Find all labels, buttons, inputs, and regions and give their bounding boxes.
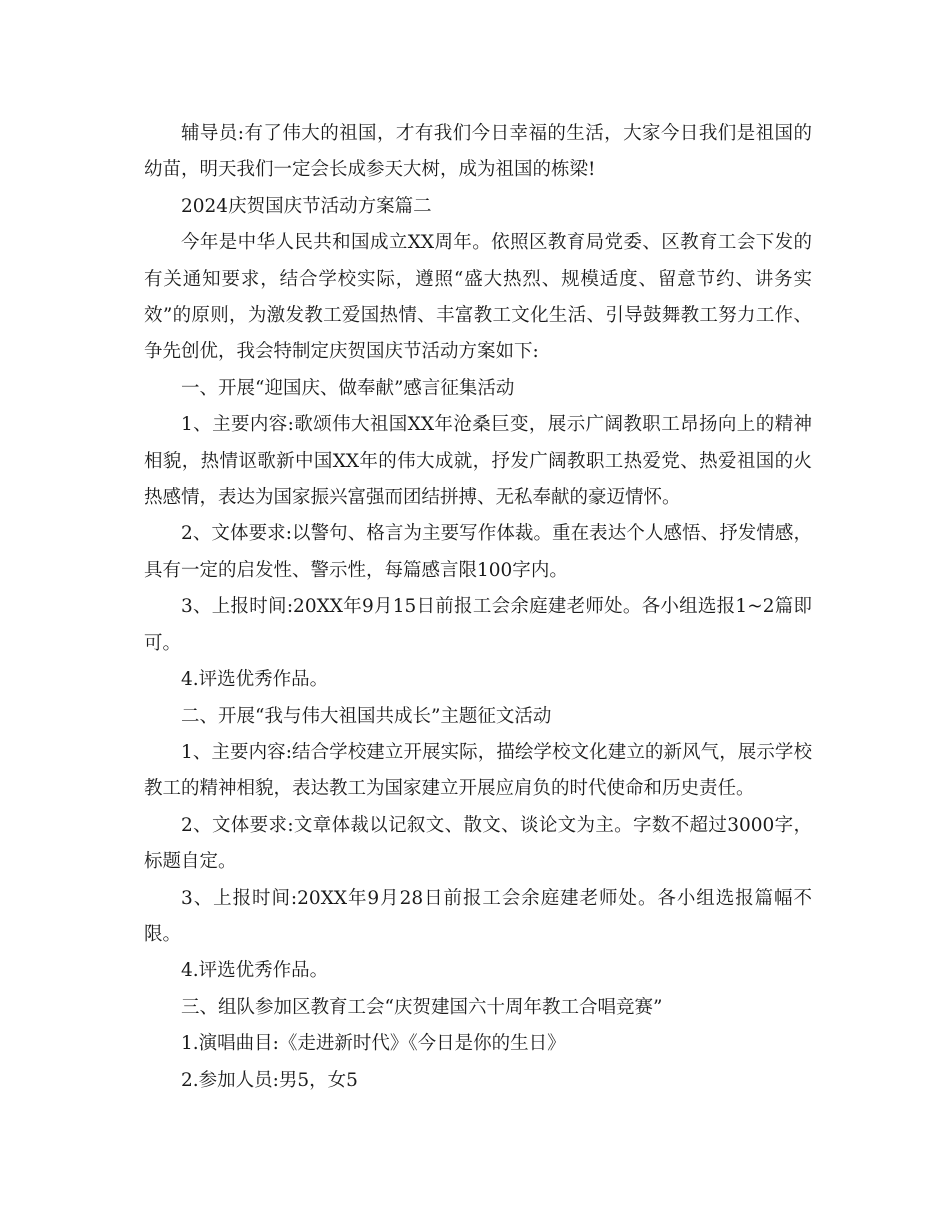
paragraph-activity-two-selection: 4.评选优秀作品。 <box>181 960 329 982</box>
paragraph-activity-three-songs: 1.演唱曲目:《走进新时代》《今日是你的生日》 <box>181 1033 566 1055</box>
heading-activity-one: 一、开展“迎国庆、做奉献”感言征集活动 <box>181 377 515 399</box>
paragraph-activity-one-selection: 4.评选优秀作品。 <box>181 669 329 691</box>
paragraph-intro: 今年是中华人民共和国成立XX周年。依照区教育局党委、区教育工会下发的有关通知要求，结合学校实际，遵照“盛大热烈、规模适度、留意节约、讲务实效”的原则，为激发教工爱国热情、丰富教工文化生活、引导鼓舞教工努力工作、争先创优，我会特制定庆贺国庆节活动方案如下: <box>144 232 812 363</box>
paragraph-activity-two-content: 1、主要内容:结合学校建立开展实际，描绘学校文化建立的新风气，展示学校教工的精神相貌，表达教工为国家建立开展应肩负的时代使命和历史责任。 <box>144 741 812 800</box>
paragraph-activity-two-style: 2、文体要求:文章体裁以记叙文、散文、谈论文为主。字数不超过3000字，标题自定。 <box>144 814 812 873</box>
paragraph-counselor-remark: 辅导员:有了伟大的祖国，才有我们今日幸福的生活，大家今日我们是祖国的幼苗，明天我们一定会长成参天大树，成为祖国的栋梁! <box>144 123 812 181</box>
paragraph-activity-three-members: 2.参加人员:男5，女5 <box>181 1069 358 1091</box>
paragraph-activity-two-deadline: 3、上报时间:20XX年9月28日前报工会余庭建老师处。各小组选报篇幅不限。 <box>144 887 812 945</box>
document-body <box>144 116 812 1099</box>
heading-activity-two: 二、开展“我与伟大祖国共成长”主题征文活动 <box>181 705 552 727</box>
paragraph-activity-one-deadline: 3、上报时间:20XX年9月15日前报工会余庭建老师处。各小组选报1~2篇即可。 <box>144 596 812 654</box>
section-title-plan-two: 2024庆贺国庆节活动方案篇二 <box>181 195 432 217</box>
paragraph-activity-one-content: 1、主要内容:歌颂伟大祖国XX年沧桑巨变，展示广阔教职工昂扬向上的精神相貌，热情讴歌新中国XX年的伟大成就，抒发广阔教职工热爱党、热爱祖国的火热感情，表达为国家振兴富强而团结拼搏、无私奉献的豪迈情怀。 <box>144 414 812 509</box>
paragraph-activity-one-style: 2、文体要求:以警句、格言为主要写作体裁。重在表达个人感悟、抒发情感，具有一定的启发性、警示性，每篇感言限100字内。 <box>144 523 812 581</box>
heading-activity-three: 三、组队参加区教育工会“庆贺建国六十周年教工合唱竞赛” <box>181 996 663 1018</box>
